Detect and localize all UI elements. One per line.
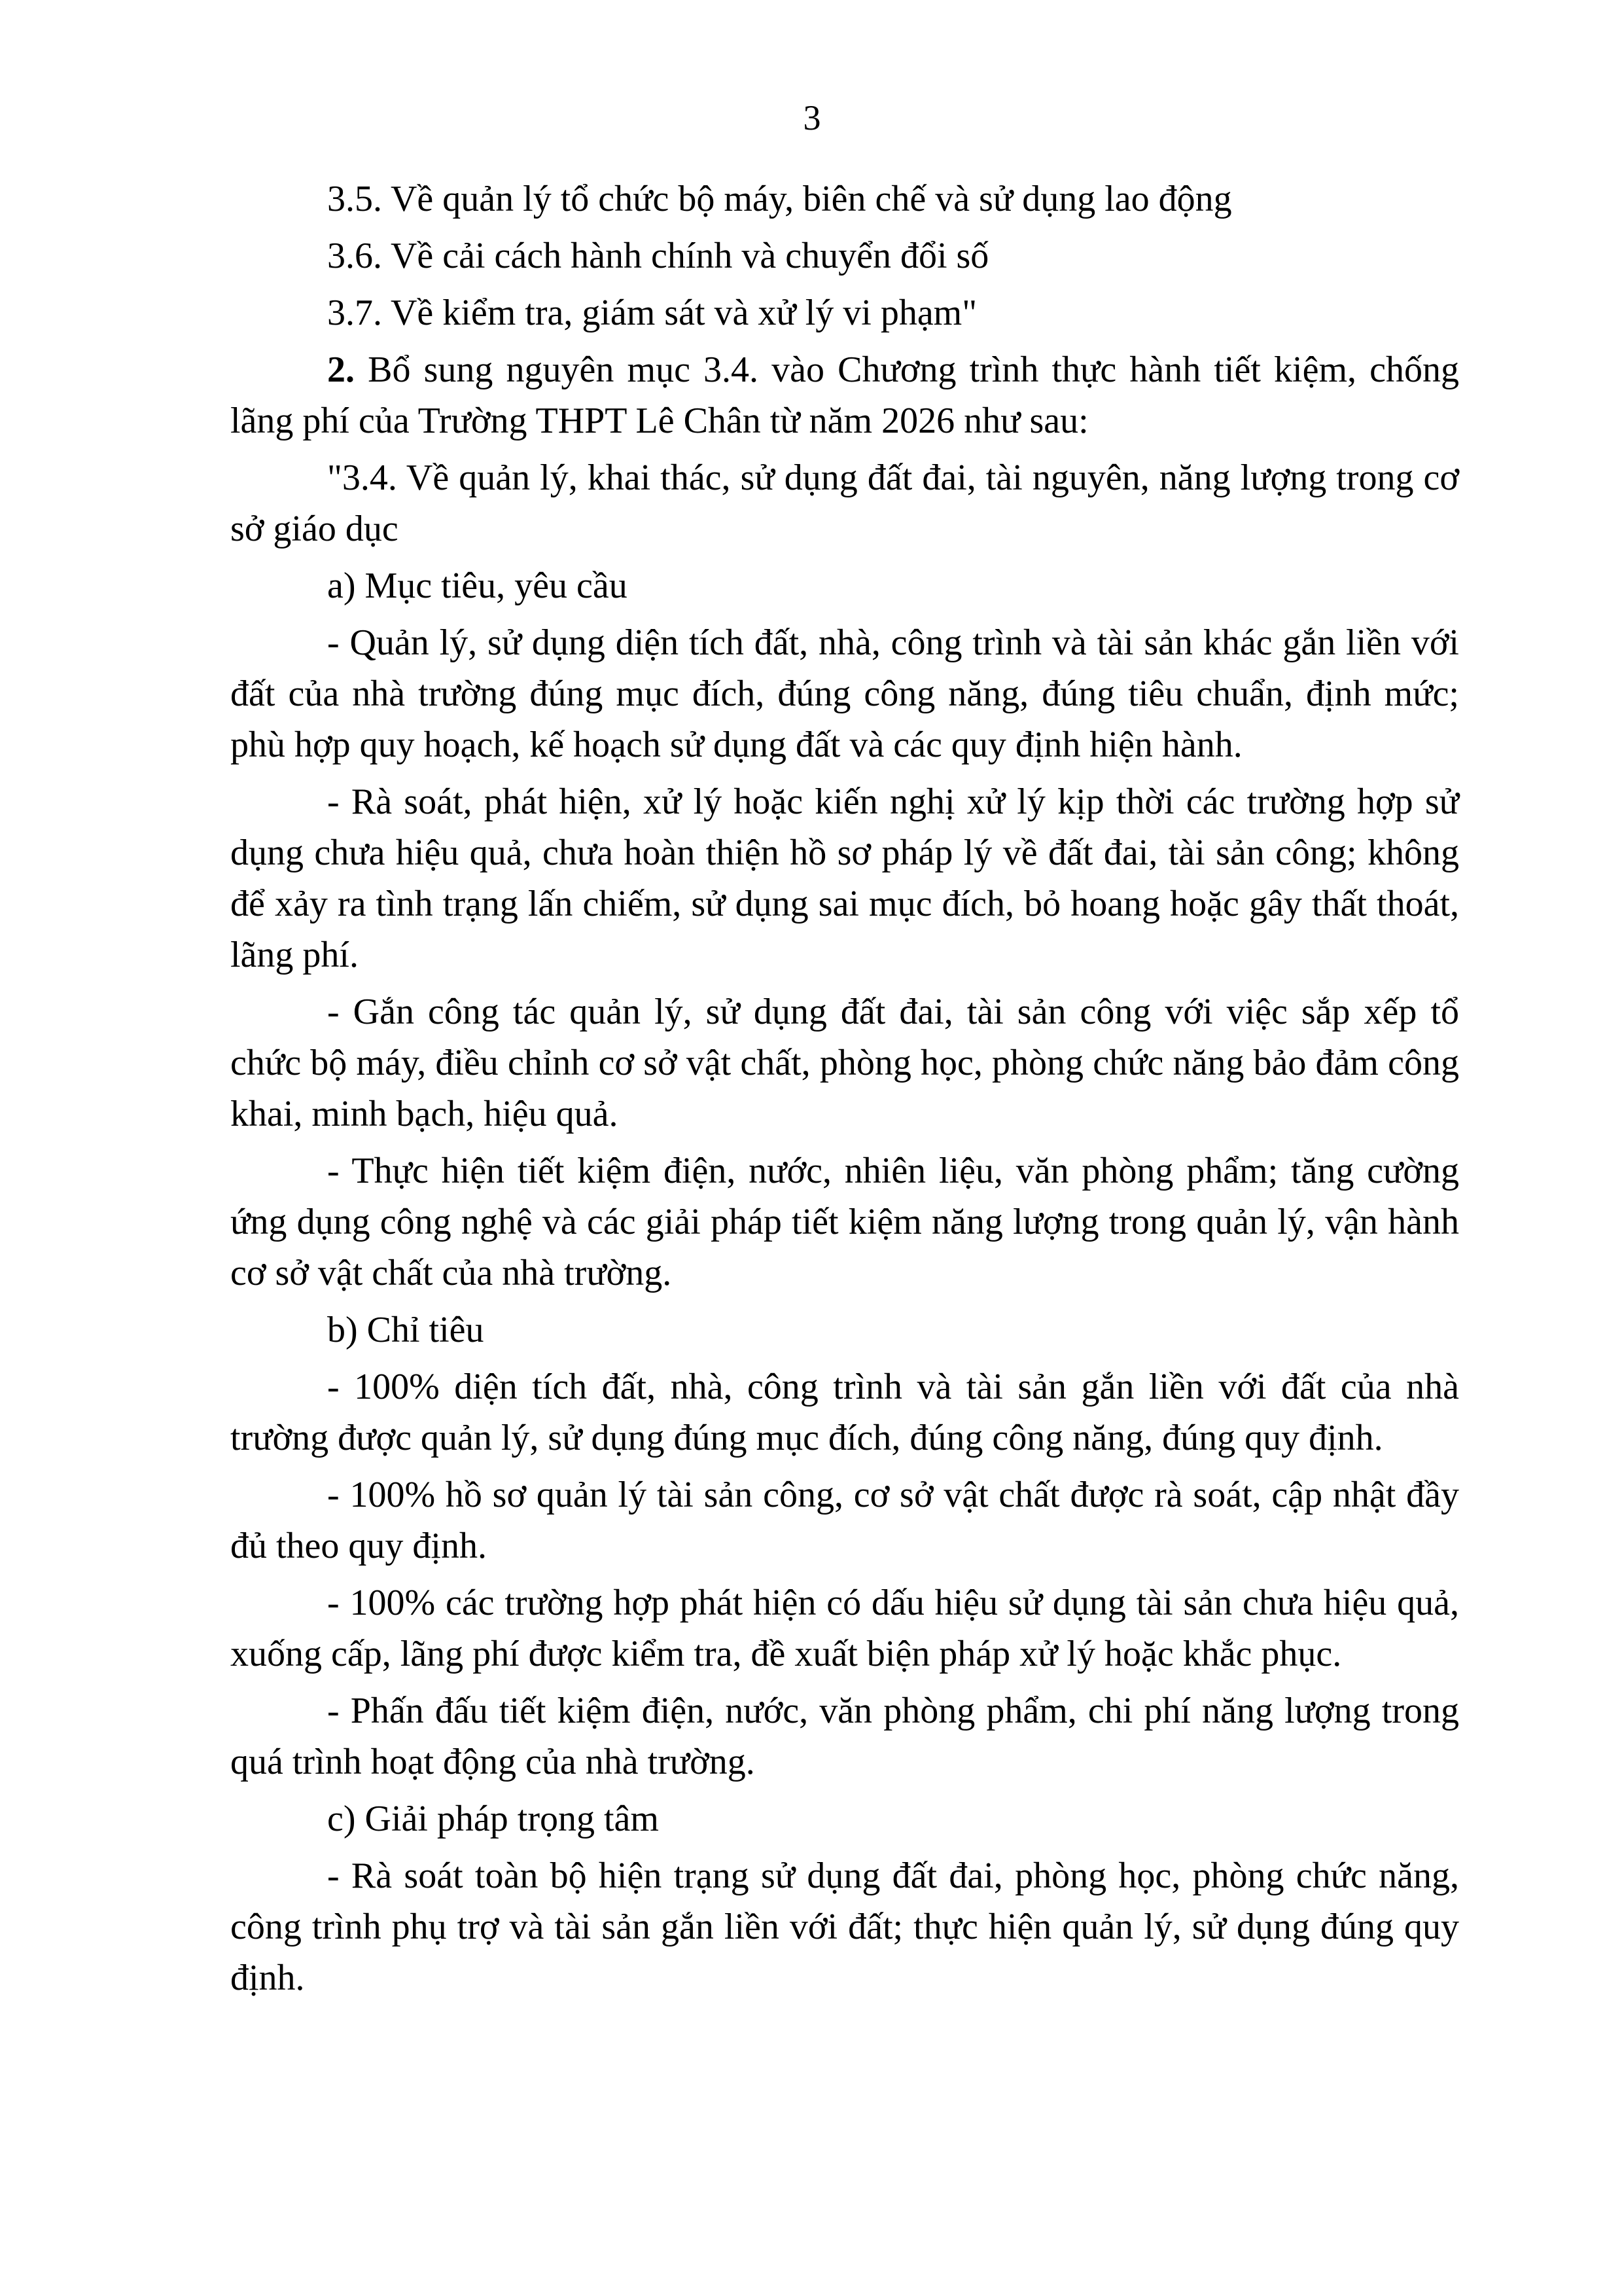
list-item: 3.7. Về kiểm tra, giám sát và xử lý vi phạm" — [327, 293, 978, 333]
list-item: 3.5. Về quản lý tổ chức bộ máy, biên chế và sử dụng lao động — [327, 179, 1232, 219]
section-heading: "3.4. Về quản lý, khai thác, sử dụng đất đai, tài nguyên, năng lượng trong cơ sở giáo dục — [230, 457, 1459, 549]
list-item: - Phấn đấu tiết kiệm điện, nước, văn phòng phẩm, chi phí năng lượng trong quá trình hoạt động của nhà trường. — [230, 1691, 1459, 1782]
list-item: - 100% hồ sơ quản lý tài sản công, cơ sở vật chất được rà soát, cập nhật đầy đủ theo quy định. — [230, 1475, 1459, 1566]
document-body — [230, 173, 1459, 2009]
subheading-targets: b) Chỉ tiêu — [327, 1310, 484, 1350]
list-item: 3.6. Về cải cách hành chính và chuyển đổi số — [327, 236, 989, 276]
subheading-objectives: a) Mục tiêu, yêu cầu — [327, 565, 627, 606]
item-number: 2. — [327, 350, 355, 390]
list-item: - 100% các trường hợp phát hiện có dấu hiệu sử dụng tài sản chưa hiệu quả, xuống cấp, lãng phí được kiểm tra, đề xuất biện pháp xử lý hoặc khắc phục. — [230, 1583, 1459, 1674]
list-item: - Thực hiện tiết kiệm điện, nước, nhiên liệu, văn phòng phẩm; tăng cường ứng dụng công nghệ và các giải pháp tiết kiệm năng lượng trong quản lý, vận hành cơ sở vật chất của nhà trường. — [230, 1151, 1459, 1293]
list-item: - Rà soát, phát hiện, xử lý hoặc kiến nghị xử lý kịp thời các trường hợp sử dụng chưa hiệu quả, chưa hoàn thiện hồ sơ pháp lý về đất đai, tài sản công; không để xảy ra tình trạng lấn chiếm, sử dụng sai mục đích, bỏ hoang hoặc gây thất thoát, lãng phí. — [230, 781, 1459, 975]
amendment-paragraph: 2. Bổ sung nguyên mục 3.4. vào Chương trình thực hành tiết kiệm, chống lãng phí của Trường THPT Lê Chân từ năm 2026 như sau: — [230, 350, 1459, 441]
list-item: - 100% diện tích đất, nhà, công trình và tài sản gắn liền với đất của nhà trường được quản lý, sử dụng đúng mục đích, đúng công năng, đúng quy định. — [230, 1367, 1459, 1458]
subheading-solutions: c) Giải pháp trọng tâm — [327, 1799, 659, 1839]
list-item: - Quản lý, sử dụng diện tích đất, nhà, công trình và tài sản khác gắn liền với đất của nhà trường đúng mục đích, đúng công năng, đúng tiêu chuẩn, định mức; phù hợp quy hoạch, kế hoạch sử dụng đất và các quy định hiện hành. — [230, 622, 1459, 765]
page-number: 3 — [803, 98, 821, 137]
list-item: - Gắn công tác quản lý, sử dụng đất đai, tài sản công với việc sắp xếp tổ chức bộ máy, điều chỉnh cơ sở vật chất, phòng học, phòng chức năng bảo đảm công khai, minh bạch, hiệu quả. — [230, 992, 1459, 1134]
list-item: - Rà soát toàn bộ hiện trạng sử dụng đất đai, phòng học, phòng chức năng, công trình phụ trợ và tài sản gắn liền với đất; thực hiện quản lý, sử dụng đúng quy định. — [230, 1856, 1459, 1998]
